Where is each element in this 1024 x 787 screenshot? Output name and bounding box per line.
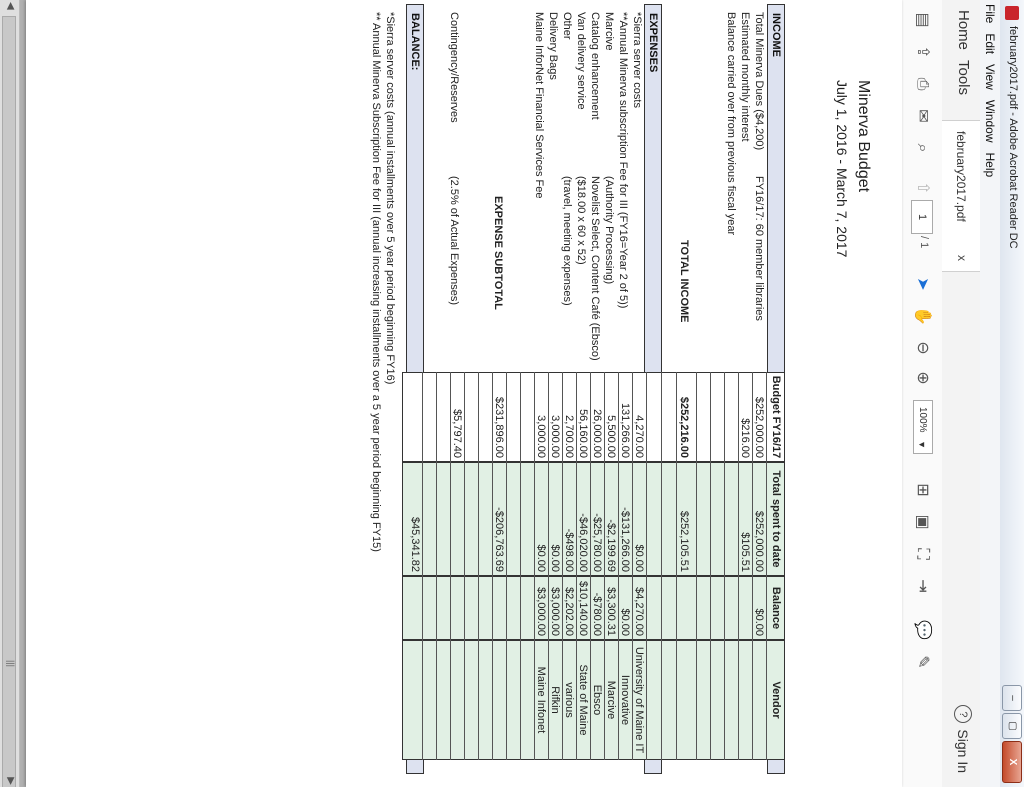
- income-budget-cell: $252,000.00: [753, 396, 765, 458]
- search-icon[interactable]: ⌕: [914, 143, 931, 153]
- page-thumbnail-icon[interactable]: ▤: [914, 12, 931, 28]
- expense-vendor-cell: various: [563, 682, 575, 718]
- expense-subtotal-spent: -$206,763.69: [493, 507, 505, 572]
- contingency-note: (2.5% of Actual Expenses): [448, 176, 460, 306]
- expense-vendor-cell: State of Maine: [577, 664, 589, 736]
- document-viewport[interactable]: [20, 0, 902, 787]
- upload-icon[interactable]: ⇪: [914, 45, 931, 59]
- expense-row-note: Novelist Select, Content Café (Ebsco): [589, 176, 601, 361]
- expense-vendor-cell: Maine Infonet: [535, 666, 547, 734]
- menu-file[interactable]: File: [983, 4, 997, 24]
- budget-table: [402, 372, 785, 760]
- document-subtitle: July 1, 2016 - March 7, 2017: [834, 80, 850, 258]
- expense-vendor-cell: Ebsco: [591, 684, 603, 716]
- scrollbar-thumb[interactable]: [2, 16, 16, 787]
- fullscreen-icon[interactable]: ⛶: [914, 548, 931, 560]
- expense-row-label: *Sierra server costs: [631, 12, 643, 108]
- scrollbar-grip-icon: |||: [6, 660, 16, 668]
- page-number-input[interactable]: 1: [911, 200, 933, 234]
- expense-spent-cell: $0.00: [549, 544, 561, 572]
- expenses-heading: EXPENSES: [647, 13, 659, 73]
- print-icon[interactable]: ⎙: [914, 77, 931, 91]
- income-row-label: Balance carried over from previous fiscal year: [725, 12, 737, 236]
- balance-heading: BALANCE:: [409, 13, 421, 71]
- window-controls: [1002, 683, 1022, 783]
- zoom-out-icon[interactable]: ⊖: [914, 341, 931, 355]
- toolbar: [901, 0, 942, 787]
- contingency-budget: $5,797.40: [451, 409, 463, 458]
- zoom-select[interactable]: [913, 400, 933, 454]
- footnote-subscription: ** Annual Minerva Subscription Fee for III (annual increasing installments over a 5 year period beginning FY15): [370, 12, 382, 552]
- table-rule: [478, 372, 479, 760]
- tab-document[interactable]: [942, 120, 980, 272]
- horizontal-scrollbar[interactable]: [0, 0, 20, 787]
- table-rule: [520, 372, 521, 760]
- expense-row-label: Catalog enhancement: [589, 12, 601, 120]
- contingency-label: Contingency/Reserves: [448, 12, 460, 123]
- header-vendor: Vendor: [770, 681, 782, 719]
- total-income-label: TOTAL INCOME: [678, 240, 690, 323]
- scroll-right-icon[interactable]: ▶: [5, 777, 16, 785]
- maximize-button[interactable]: ▢: [1002, 713, 1022, 739]
- tabs-row: [941, 0, 980, 787]
- table-rule: [724, 372, 725, 760]
- expense-spent-cell: $0.00: [535, 544, 547, 572]
- expense-subtotal-label: EXPENSE SUBTOTAL: [492, 196, 504, 310]
- sign-in-label: Sign In: [955, 729, 971, 773]
- expense-spent-cell: -$46,020.00: [577, 513, 589, 572]
- scroll-left-icon[interactable]: ◀: [5, 2, 16, 10]
- expense-balance-cell: $4,270.00: [633, 587, 645, 636]
- expense-row-label: Maine InforNet Financial Services Fee: [533, 12, 545, 199]
- table-rule: [436, 372, 437, 760]
- expense-row-label: **Annual Minerva subscription Fee for III (FY16=Year 2 of 5)): [617, 12, 629, 309]
- expense-budget-cell: 131,266.00: [619, 402, 631, 458]
- chevron-down-icon: ▼: [917, 440, 927, 449]
- expense-row-note: ($18.00 x 60 x 52): [575, 176, 587, 265]
- table-rule: [710, 372, 711, 760]
- page-up-icon[interactable]: ⇧: [914, 181, 931, 195]
- zoom-value: 100%: [917, 407, 928, 433]
- pdf-page: [26, 0, 902, 787]
- close-button[interactable]: X: [1002, 741, 1022, 783]
- menu-window[interactable]: Window: [983, 99, 997, 143]
- title-bar: [999, 0, 1024, 787]
- tab-tools[interactable]: Tools: [955, 60, 972, 96]
- income-row-label: Estimated monthly interest: [739, 12, 751, 142]
- header-balance: Balance: [770, 586, 782, 630]
- hand-icon[interactable]: ✋: [914, 306, 931, 326]
- expense-spent-cell: -$25,780.00: [591, 513, 603, 572]
- income-spent-cell: $105.51: [739, 532, 751, 572]
- tab-document-label: february2017.pdf: [954, 131, 968, 222]
- income-budget-cell: $216.00: [739, 418, 751, 458]
- menu-view[interactable]: View: [983, 64, 997, 90]
- expense-subtotal-budget: $231,896.00: [493, 396, 505, 458]
- expense-budget-cell: 26,000.00: [591, 409, 603, 458]
- total-income-budget: $252,216.00: [678, 396, 690, 458]
- income-balance-cell: $0.00: [753, 608, 765, 636]
- help-icon: ?: [954, 705, 972, 723]
- table-rule: [696, 372, 697, 760]
- expense-budget-cell: 3,000.00: [535, 415, 547, 458]
- pdf-icon: [1005, 6, 1019, 20]
- header-budget: Budget FY16/17: [770, 375, 782, 459]
- table-rule: [766, 372, 767, 760]
- expense-row-label: Other: [561, 12, 573, 40]
- expense-spent-cell: -$498.00: [563, 528, 575, 572]
- table-rule: [646, 372, 647, 760]
- expense-vendor-cell: University of Maine IT: [633, 646, 645, 754]
- read-mode-icon[interactable]: ⇥: [914, 579, 931, 593]
- income-heading: INCOME: [770, 13, 782, 57]
- menu-edit[interactable]: Edit: [983, 33, 997, 55]
- expense-row-label: Marcive: [603, 12, 615, 51]
- minimize-button[interactable]: –: [1002, 685, 1022, 711]
- comment-icon[interactable]: ▣: [914, 514, 931, 530]
- expense-spent-cell: -$131,266.00: [619, 507, 631, 572]
- expense-vendor-cell: Marcive: [605, 680, 617, 720]
- window-title: february2017.pdf - Adobe Acrobat Reader DC: [1007, 26, 1019, 249]
- expense-row-label: Delivery Bags: [547, 12, 559, 80]
- email-icon[interactable]: ✉: [914, 109, 931, 123]
- sign-in-button[interactable]: [954, 705, 972, 773]
- balance-spent: $45,341.82: [409, 516, 421, 572]
- expense-vendor-cell: Rifkin: [549, 686, 561, 714]
- income-spent-cell: $252,000.00: [753, 510, 765, 572]
- expense-balance-cell: $3,000.00: [549, 587, 561, 636]
- expense-budget-cell: 56,160.00: [577, 409, 589, 458]
- menu-help[interactable]: Help: [983, 152, 997, 178]
- expense-balance-cell: $3,000.00: [535, 587, 547, 636]
- total-income-spent: $252,105.51: [678, 510, 690, 572]
- expense-vendor-cell: Innovative: [619, 674, 631, 726]
- expense-row-note: (travel, meeting expenses): [561, 176, 573, 306]
- menu-bar: [980, 0, 1000, 787]
- expense-balance-cell: $3,300.31: [605, 587, 617, 636]
- expense-budget-cell: 2,700.00: [563, 415, 575, 458]
- income-row-label: Total Minerva Dues ($4,200): [753, 12, 765, 151]
- table-rule: [676, 372, 677, 760]
- income-row-note: FY16/17: 60 member libraries: [753, 176, 765, 321]
- expense-row-note: (Authority Processing): [603, 176, 615, 285]
- fit-page-icon[interactable]: ⊞: [914, 483, 931, 497]
- comment-bubble-icon[interactable]: 💬: [914, 620, 931, 640]
- expense-balance-cell: $2,202.00: [563, 587, 575, 636]
- footnote-sierra: *Sierra server costs (annual installments over 5 year period beginning FY16): [384, 12, 396, 385]
- select-arrow-icon[interactable]: ➤: [914, 277, 931, 291]
- expense-budget-cell: 4,270.00: [633, 415, 645, 458]
- tab-home[interactable]: Home: [955, 10, 972, 51]
- expense-balance-cell: $0.00: [619, 608, 631, 636]
- expense-budget-cell: 3,000.00: [549, 415, 561, 458]
- table-rule: [506, 372, 507, 760]
- table-rule: [464, 372, 465, 760]
- expense-row-label: Van delivery service: [575, 12, 587, 110]
- tab-close-icon[interactable]: x: [955, 255, 969, 261]
- page-total: / 1: [918, 236, 930, 249]
- expense-balance-cell: -$780.00: [591, 592, 603, 636]
- document-title: Minerva Budget: [855, 80, 872, 193]
- table-rule: [422, 372, 423, 760]
- pen-icon[interactable]: ✎: [914, 655, 931, 669]
- header-spent: Total spent to date: [770, 470, 782, 568]
- expense-balance-cell: $10,140.00: [577, 580, 589, 636]
- expense-budget-cell: 5,500.00: [605, 415, 617, 458]
- expense-spent-cell: $0.00: [633, 544, 645, 572]
- expense-spent-cell: -$2,199.69: [605, 519, 617, 572]
- table-rule: [661, 372, 662, 760]
- zoom-in-icon[interactable]: ⊕: [914, 371, 931, 385]
